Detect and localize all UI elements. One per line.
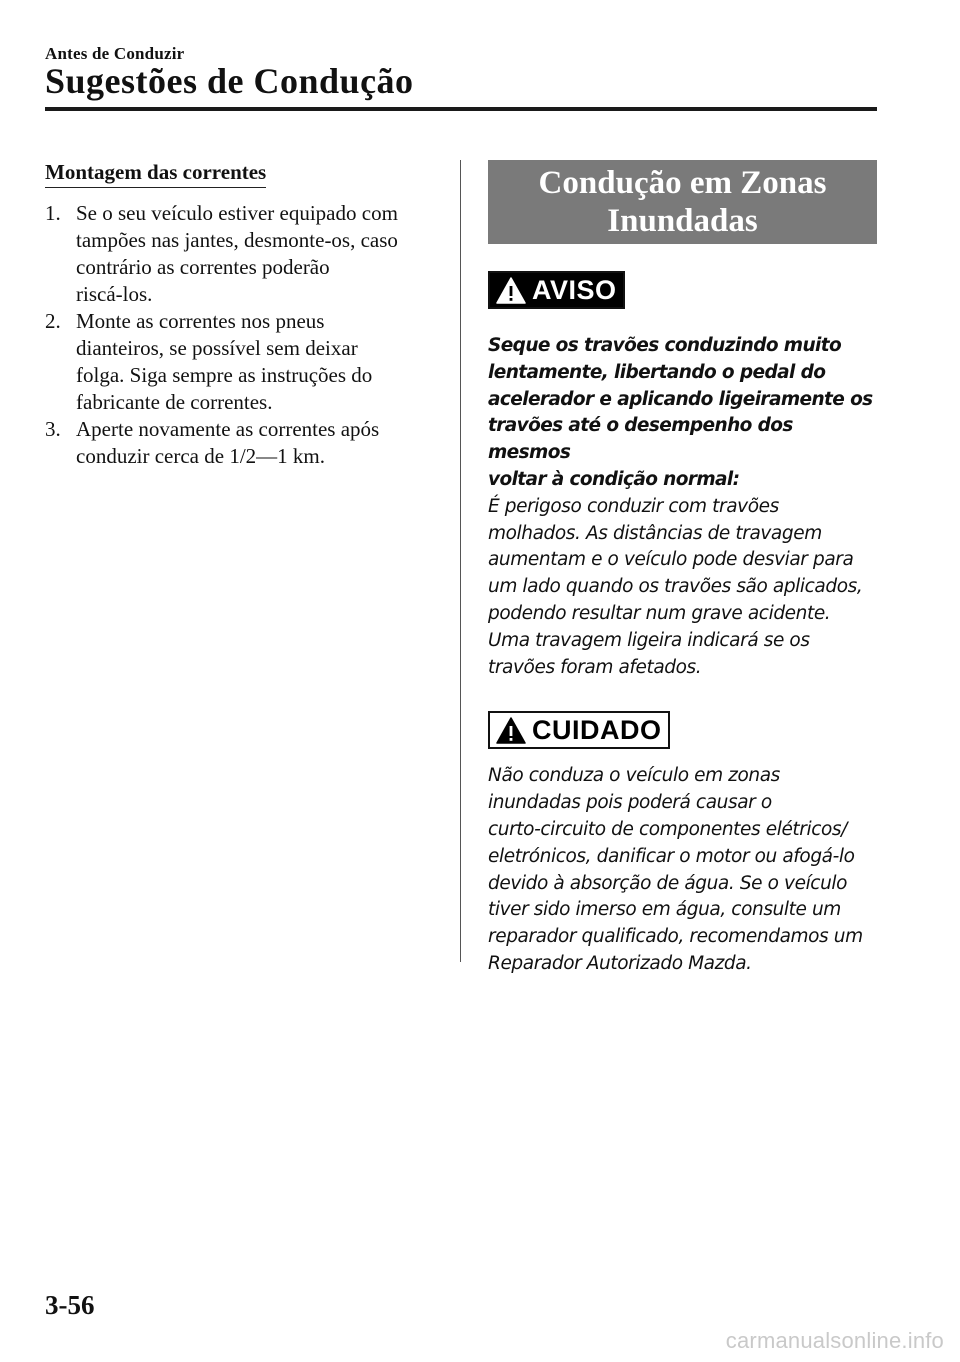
aviso-bold-line: voltar à condição normal: <box>488 468 740 490</box>
cuidado-line: curto-circuito de componentes elétricos/ <box>488 818 847 840</box>
aviso-text <box>488 333 878 681</box>
banner-line: Condução em Zonas <box>538 165 827 201</box>
cuidado-block <box>488 711 878 977</box>
cuidado-line: devido à absorção de água. Se o veículo <box>488 872 848 894</box>
step-number: 1. <box>45 201 61 225</box>
cuidado-label: CUIDADO <box>532 714 662 745</box>
page-number: 3-56 <box>45 1290 95 1320</box>
left-column <box>45 160 435 470</box>
aviso-line: É perigoso conduzir com travões <box>488 495 779 517</box>
watermark: carmanualsonline.info <box>725 1328 944 1353</box>
aviso-line: um lado quando os travões são aplicados, <box>488 576 863 598</box>
aviso-bold-line: travões até o desempenho dos mesmos <box>488 415 793 464</box>
aviso-bold-line: acelerador e aplicando ligeiramente os <box>488 388 873 410</box>
step-line: folga. Siga sempre as instruções do <box>76 363 373 387</box>
step-number: 2. <box>45 309 61 333</box>
aviso-line: molhados. As distâncias de travagem <box>488 522 822 544</box>
cuidado-line: reparador qualificado, recomendamos um <box>488 926 863 948</box>
steps-list <box>45 200 435 470</box>
right-column <box>488 160 878 978</box>
aviso-line: podendo resultar num grave acidente. <box>488 602 831 624</box>
banner-line: Inundadas <box>607 203 758 239</box>
aviso-block <box>488 271 878 681</box>
aviso-bold-line: lentamente, libertando o pedal do <box>488 361 826 383</box>
aviso-label: AVISO <box>532 274 617 305</box>
warning-triangle-icon <box>496 717 526 744</box>
column-divider <box>460 160 461 962</box>
section-label: Antes de Conduzir <box>45 44 185 63</box>
aviso-bold-line: Seque os travões conduzindo muito <box>488 335 842 356</box>
step-line: dianteiros, se possível sem deixar <box>76 336 358 360</box>
step-line: Aperte novamente as correntes após <box>76 417 380 441</box>
section-banner <box>488 160 877 244</box>
step-number: 3. <box>45 417 61 441</box>
list-item <box>45 308 435 416</box>
warning-triangle-icon <box>496 277 526 304</box>
cuidado-text <box>488 763 878 977</box>
step-line: contrário as correntes poderão <box>76 255 330 279</box>
aviso-line: aumentam e o veículo pode desviar para <box>488 549 854 571</box>
header-divider <box>45 107 877 111</box>
subheading: Montagem das correntes <box>45 160 266 188</box>
cuidado-line: inundadas pois poderá causar o <box>488 792 772 814</box>
cuidado-line: tiver sido imerso em água, consulte um <box>488 899 841 921</box>
page-title: Sugestões de Condução <box>45 61 414 101</box>
list-item <box>45 200 435 308</box>
cuidado-line: Reparador Autorizado Mazda. <box>488 952 752 974</box>
step-line: fabricante de correntes. <box>76 390 273 414</box>
aviso-line: Uma travagem ligeira indicará se os <box>488 629 810 651</box>
cuidado-line: Não conduza o veículo em zonas <box>488 765 780 787</box>
aviso-badge <box>488 271 625 309</box>
step-line: riscá-los. <box>76 282 153 306</box>
aviso-line: travões foram afetados. <box>488 656 702 678</box>
step-line: Monte as correntes nos pneus <box>76 309 325 333</box>
step-line: tampões nas jantes, desmonte-os, caso <box>76 228 398 252</box>
cuidado-badge <box>488 711 670 749</box>
step-line: conduzir cerca de 1/2―1 km. <box>76 444 325 468</box>
step-line: Se o seu veículo estiver equipado com <box>76 201 398 225</box>
list-item <box>45 416 435 470</box>
cuidado-line: eletrónicos, danificar o motor ou afogá-lo <box>488 845 855 867</box>
